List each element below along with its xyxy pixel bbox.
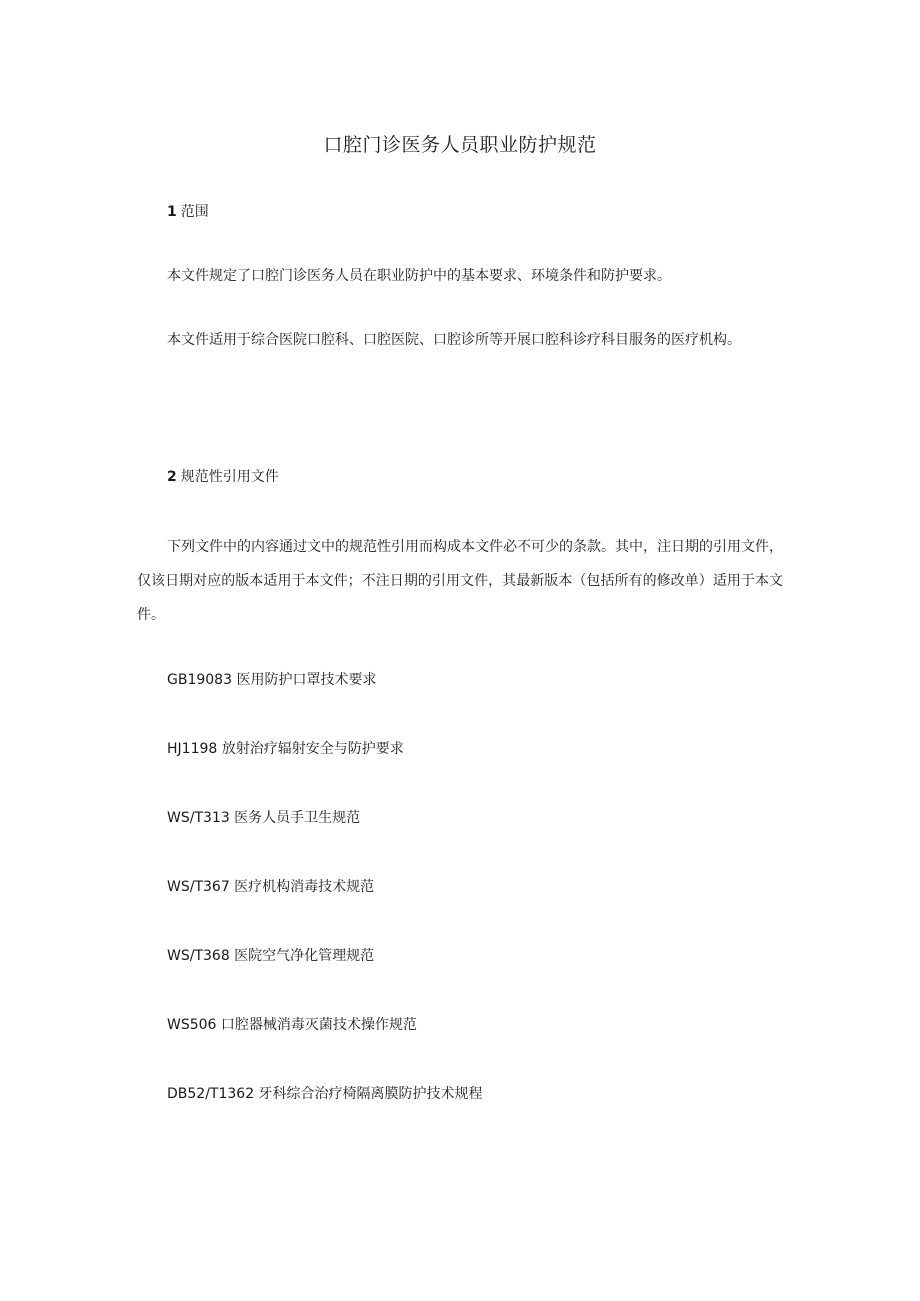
section-1-heading xyxy=(167,202,209,222)
reference-item-5: WS/T368 医院空气净化管理规范 xyxy=(167,948,375,964)
section-2-title: 规范性引用文件 xyxy=(180,469,279,485)
section-1-paragraph-2: 本文件适用于综合医院口腔科、口腔医院、口腔诊所等开展口腔科诊疗科目服务的医疗机构。 xyxy=(167,332,741,348)
reference-item-1: GB19083 医用防护口罩技术要求 xyxy=(167,672,377,688)
document-title: 口腔门诊医务人员职业防护规范 xyxy=(323,134,597,156)
section-2-heading xyxy=(167,467,279,487)
reference-item-7: DB52/T1362 牙科综合治疗椅隔离膜防护技术规程 xyxy=(167,1086,483,1102)
section-1-number: 1 xyxy=(167,204,177,220)
reference-item-6: WS506 口腔器械消毒灭菌技术操作规范 xyxy=(167,1017,417,1033)
section-1-paragraph-1: 本文件规定了口腔门诊医务人员在职业防护中的基本要求、环境条件和防护要求。 xyxy=(167,268,671,284)
reference-item-2: HJ1198 放射治疗辐射安全与防护要求 xyxy=(167,741,404,757)
reference-item-4: WS/T367 医疗机构消毒技术规范 xyxy=(167,879,375,895)
section-2-number: 2 xyxy=(167,469,177,485)
reference-item-3: WS/T313 医务人员手卫生规范 xyxy=(167,810,361,826)
section-1-title: 范围 xyxy=(180,204,209,220)
section-2-intro: 下列文件中的内容通过文中的规范性引用而构成本文件必不可少的条款。其中，注日期的引用文件，仅该日期对应的版本适用于本文件；不注日期的引用文件，其最新版本（包括所有的修改单）适用于本文件。 xyxy=(137,539,783,623)
